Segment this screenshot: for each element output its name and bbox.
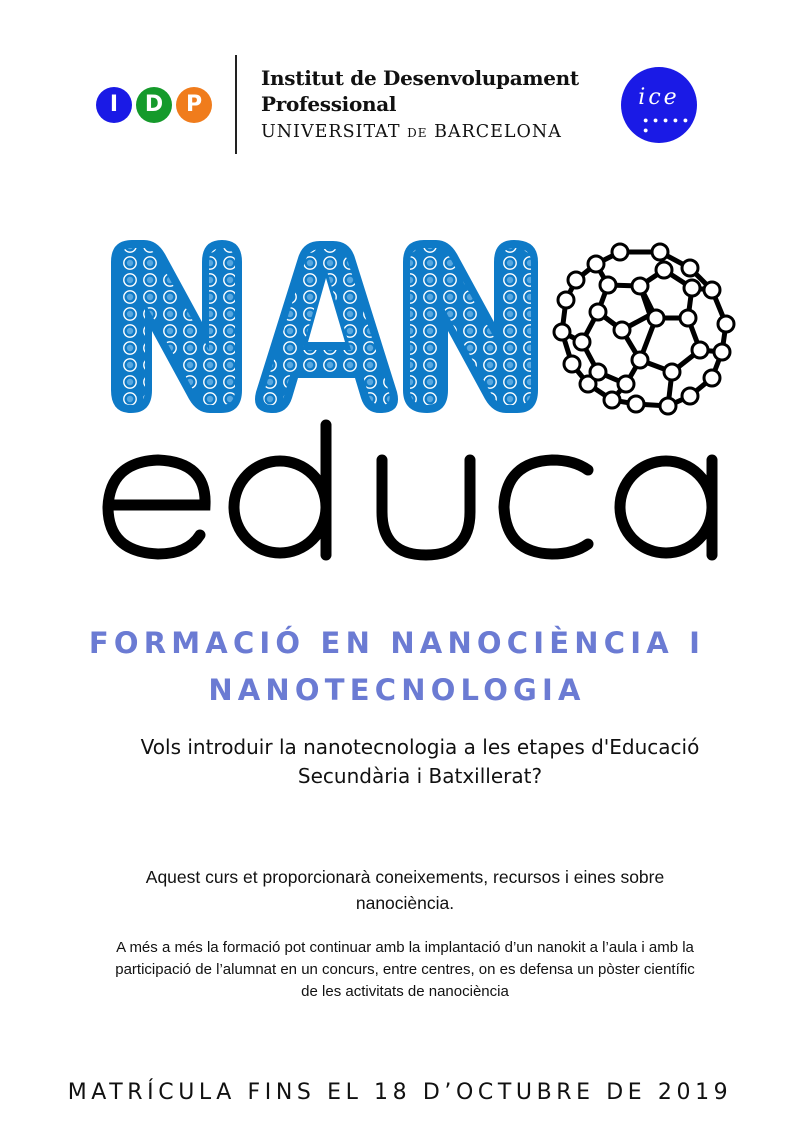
extra-line3: de les activitats de nanociència xyxy=(301,983,509,1000)
university-name-post: BARCELONA xyxy=(434,122,562,142)
nano-text xyxy=(111,240,538,413)
question-line2: Secundària i Batxillerat? xyxy=(297,764,543,788)
course-line2: nanociència. xyxy=(355,893,455,913)
extra-description xyxy=(80,937,730,1003)
question-line1: Vols introduir la nanotecnologia a les etapes d'Educació xyxy=(140,735,700,759)
main-title-line1: FORMACIÓ EN NANOCIÈNCIA I xyxy=(88,626,706,660)
university-name-pre: UNIVERSITAT xyxy=(261,122,401,142)
letter-n-2-pattern xyxy=(410,248,531,405)
extra-line1: A més a més la formació pot continuar amb la implantació d’un nanokit a l’aula i amb la xyxy=(116,939,694,956)
course-line1: Aquest curs et proporcionarà coneixements, recursos i eines sobre xyxy=(145,867,665,887)
ice-logo-text: ice xyxy=(638,85,680,110)
question-text xyxy=(100,733,740,791)
fullerene-icon xyxy=(554,244,734,414)
institute-name-line2: Professional xyxy=(261,92,397,116)
university-name-mid: DE xyxy=(407,126,428,140)
enrollment-deadline: MATRÍCULA FINS EL 18 D’OCTUBRE DE 2019 xyxy=(67,1080,733,1105)
idp-letter-p: P xyxy=(176,87,212,123)
idp-letter-i: I xyxy=(96,87,132,123)
institute-name-line1: Institut de Desenvolupament xyxy=(261,66,579,90)
main-title-line2: NANOTECNOLOGIA xyxy=(208,673,586,707)
extra-line2: participació de l’alumnat en un concurs, entre centres, on es defensa un pòster científic xyxy=(115,961,695,978)
course-description xyxy=(110,864,700,916)
letter-n-1-pattern xyxy=(118,248,235,405)
educa-text xyxy=(108,425,712,555)
idp-letter-d: D xyxy=(136,87,172,123)
ice-logo-dots: ● ● ● ● ● ● xyxy=(643,115,690,135)
